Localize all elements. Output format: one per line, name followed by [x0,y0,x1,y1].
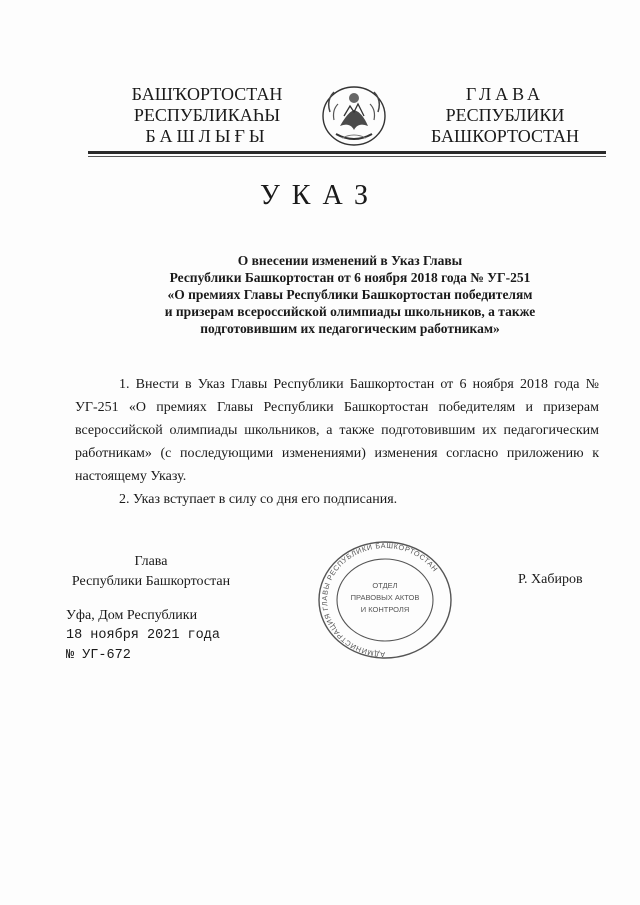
subject-line-4: и призерам всероссийской олимпиады школьников, а также [164,304,536,319]
header-left-line-1: БАШҠОРТОСТАН [131,84,283,104]
place-and-date [66,606,220,666]
subject-line-3: «О премиях Главы Республики Башкортостан победителям [167,287,533,302]
header-right-line-3: БАШКОРТОСТАН [430,126,580,146]
document-subject [90,252,610,337]
body-paragraph-1: 1. Внести в Указ Главы Республики Башкортостан от 6 ноября 2018 года № УГ-251 «О премиях Главы Республики Башкортостан победителям и призерам всероссийской олимпиады школьников, а также подготовившим их педагогическим работникам» (с последующими изменениями) изменения согласно приложению к настоящему Указу. [75,377,599,484]
bashkortostan-emblem-icon [318,82,390,148]
stamp-center-line-2: ПРАВОВЫХ АКТОВ [350,593,420,602]
signing-date: 18 ноября 2021 года [66,628,220,643]
official-stamp [315,540,455,660]
signatory-title-line-2: Республики Башкортостан [71,574,231,589]
header-right-russian [420,84,590,147]
header-left-line-2: РЕСПУБЛИКАҺЫ [133,105,281,125]
body-paragraph-2: 2. Указ вступает в силу со дня его подписания. [119,492,398,507]
header-divider-thick [88,151,606,154]
document-title: УКАЗ [259,180,381,211]
subject-line-1: О внесении изменений в Указ Главы [237,253,463,268]
document-body [75,373,599,511]
signing-place: Уфа, Дом Республики [66,608,198,623]
stamp-center-line-3: И КОНТРОЛЯ [360,605,410,614]
subject-line-5: подготовившим их педагогическим работникам» [200,321,500,336]
header-left-line-3: БАШЛЫҒЫ [145,126,269,146]
stamp-center-line-1: ОТДЕЛ [372,581,398,590]
subject-line-2: Республики Башкортостан от 6 ноября 2018 года № УГ-251 [169,270,531,285]
stamp-ring-text: АДМИНИСТРАЦИЯ ГЛАВЫ РЕСПУБЛИКИ БАШКОРТОСТАН [319,540,440,660]
header-divider-thin [88,156,606,157]
header-left-bashkir [112,84,302,147]
signatory-title-line-1: Глава [134,554,168,569]
header-right-line-1: ГЛАВА [465,84,545,104]
signatory-title [66,552,236,592]
header-right-line-2: РЕСПУБЛИКИ [445,105,565,125]
decree-number: № УГ-672 [66,648,131,663]
signatory-name: Р. Хабиров [518,572,583,587]
